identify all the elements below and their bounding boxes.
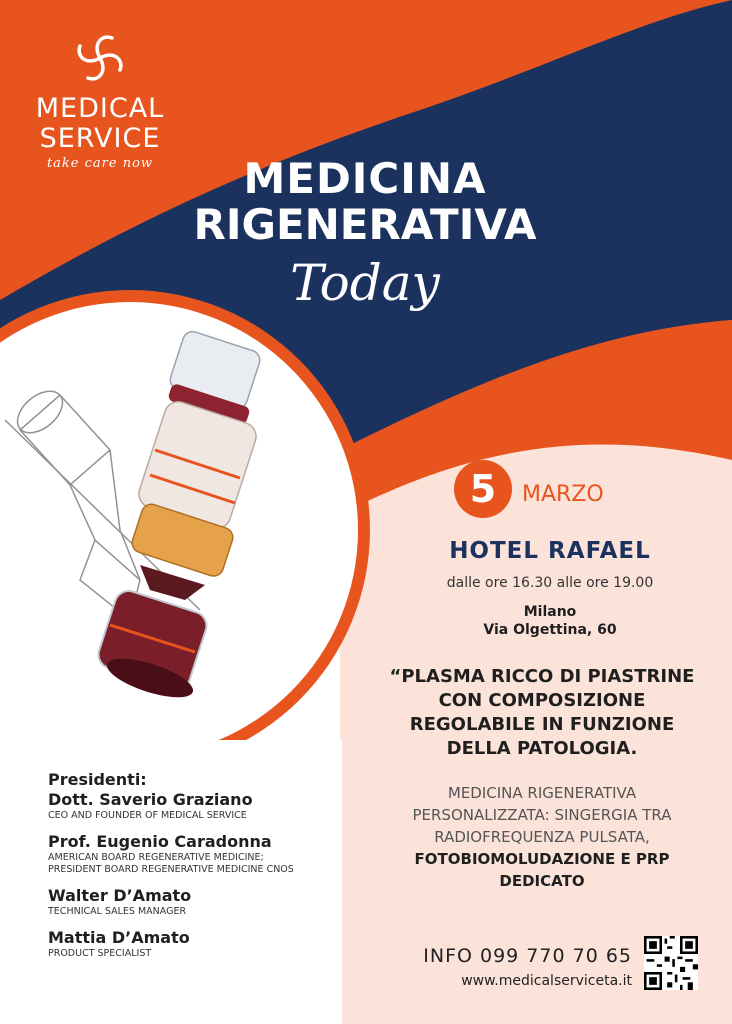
speaker-entry bbox=[48, 790, 348, 822]
speaker-name: Mattia D’Amato bbox=[48, 928, 190, 947]
quote-line: “PLASMA RICCO DI PIASTRINE bbox=[389, 666, 695, 687]
speakers-heading: Presidenti: bbox=[48, 770, 147, 789]
speakers-list bbox=[48, 770, 348, 970]
description-line: PERSONALIZZATA: SINGERGIA TRA bbox=[412, 806, 672, 824]
speaker-name: Prof. Eugenio Caradonna bbox=[48, 832, 272, 851]
quote-block bbox=[372, 665, 712, 761]
event-city: Milano bbox=[523, 604, 577, 620]
qr-code-icon bbox=[644, 936, 698, 990]
main-device bbox=[95, 329, 262, 705]
speaker-role: TECHNICAL SALES MANAGER bbox=[48, 906, 187, 917]
speaker-role: CEO AND FOUNDER OF MEDICAL SERVICE bbox=[48, 810, 247, 821]
speaker-name: Dott. Saverio Graziano bbox=[48, 790, 253, 809]
speaker-role: PRESIDENT BOARD REGENERATIVE MEDICINE CNOS bbox=[48, 864, 294, 875]
brand-name-line-1: MEDICAL bbox=[35, 93, 165, 124]
speaker-entry bbox=[48, 928, 348, 960]
event-time: dalle ore 16.30 alle ore 19.00 bbox=[446, 575, 654, 591]
speaker-name: Walter D’Amato bbox=[48, 886, 192, 905]
speaker-role: AMERICAN BOARD REGENERATIVE MEDICINE; bbox=[48, 852, 264, 863]
contact-info bbox=[410, 945, 632, 989]
prp-device-illustration bbox=[0, 300, 360, 720]
venue-name: HOTEL RAFAEL bbox=[449, 538, 651, 564]
contact-website[interactable]: www.medicalserviceta.it bbox=[461, 973, 632, 989]
title-line-1: MEDICINA bbox=[243, 154, 487, 203]
contact-phone: INFO 099 770 70 65 bbox=[423, 945, 632, 967]
event-month: MARZO bbox=[522, 482, 604, 507]
medical-service-logo bbox=[20, 30, 180, 171]
quote-line: REGOLABILE IN FUNZIONE bbox=[409, 714, 675, 735]
quote-line: DELLA PATOLOGIA. bbox=[446, 738, 638, 759]
title-line-2: RIGENERATIVA bbox=[193, 200, 537, 249]
event-address: Via Olgettina, 60 bbox=[483, 622, 617, 638]
brand-tagline: take care now bbox=[46, 156, 154, 171]
description-line: MEDICINA RIGENERATIVA bbox=[447, 784, 637, 802]
description-line: RADIOFREQUENZA PULSATA, bbox=[434, 828, 650, 846]
description-block bbox=[372, 782, 712, 892]
description-bold-line: DEDICATO bbox=[499, 872, 585, 890]
event-day-badge: 5 bbox=[454, 460, 512, 518]
speaker-entry bbox=[48, 832, 348, 876]
logo-flower-icon bbox=[72, 30, 128, 86]
description-bold-line: FOTOBIOMOLUDAZIONE E PRP bbox=[414, 850, 670, 868]
speaker-role: PRODUCT SPECIALIST bbox=[48, 948, 152, 959]
quote-line: CON COMPOSIZIONE bbox=[438, 690, 646, 711]
speaker-entry bbox=[48, 886, 348, 918]
brand-name-line-2: SERVICE bbox=[39, 123, 161, 154]
title-line-3: Today bbox=[290, 254, 440, 312]
